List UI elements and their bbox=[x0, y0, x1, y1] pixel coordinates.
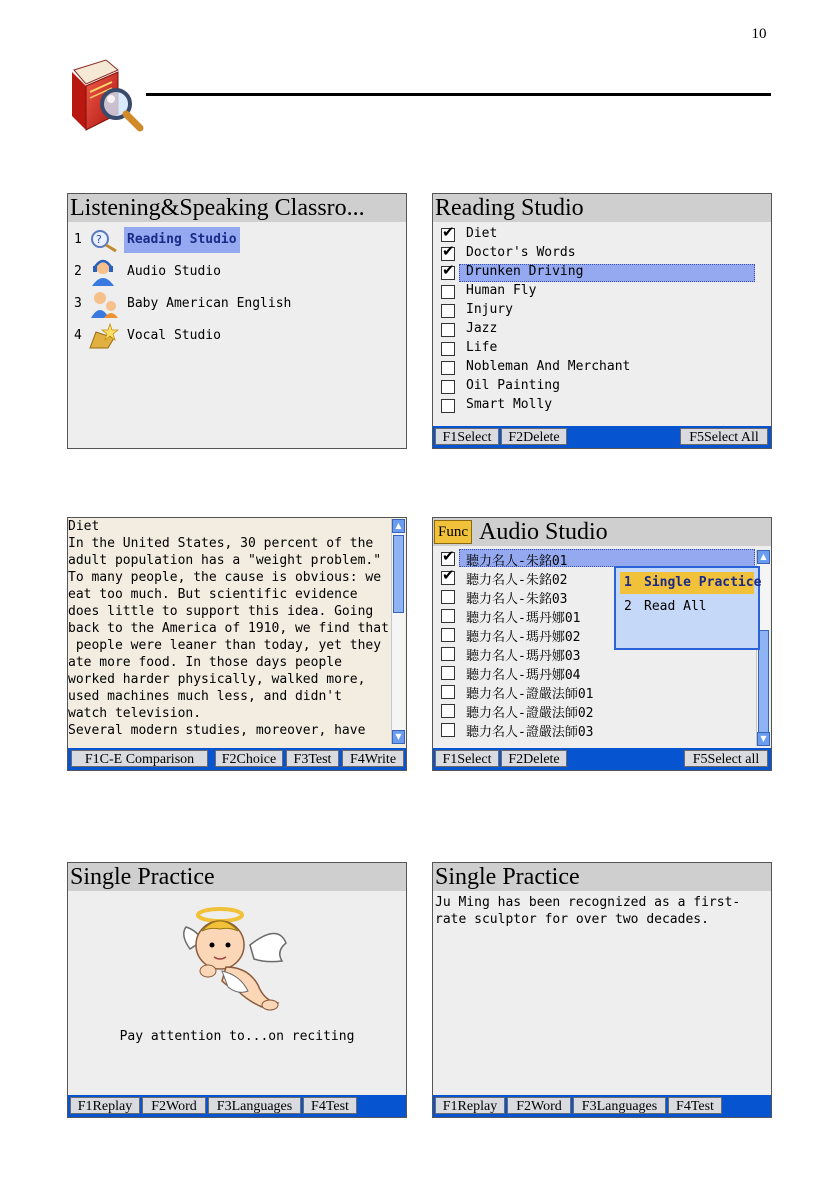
checklist-row[interactable] bbox=[437, 301, 747, 320]
checklist-row[interactable] bbox=[437, 663, 747, 682]
checklist-row[interactable] bbox=[437, 339, 747, 358]
f1-replay-button[interactable]: F1Replay bbox=[70, 1097, 140, 1114]
menu-item-read-all[interactable] bbox=[620, 596, 754, 618]
checkbox[interactable] bbox=[441, 647, 455, 661]
headphone-person-icon bbox=[86, 258, 120, 286]
menu-item-label: Read All bbox=[644, 599, 707, 614]
angel-mascot-icon bbox=[178, 905, 298, 1013]
scrollbar[interactable] bbox=[391, 519, 405, 744]
checkbox[interactable] bbox=[441, 361, 455, 375]
scroll-up-arrow-icon[interactable]: ▲ bbox=[392, 519, 405, 533]
scroll-thumb[interactable] bbox=[393, 535, 404, 613]
article-line: In the United States, 30 percent of the bbox=[68, 536, 374, 551]
checkbox[interactable] bbox=[441, 285, 455, 299]
check-mark-icon: ✔ bbox=[442, 223, 455, 241]
checkbox[interactable] bbox=[441, 666, 455, 680]
screen-title: Listening&Speaking Classro... bbox=[68, 194, 406, 222]
checkbox[interactable] bbox=[441, 342, 455, 356]
function-toolbar bbox=[433, 1095, 771, 1117]
checklist-label: 聽力名人-瑪丹娜03 bbox=[466, 649, 581, 664]
checkbox[interactable] bbox=[441, 399, 455, 413]
f4-write-button[interactable]: F4Write bbox=[342, 750, 404, 767]
checklist-label: 聽力名人-證嚴法師02 bbox=[466, 706, 594, 721]
f2-word-button[interactable]: F2Word bbox=[507, 1097, 571, 1114]
dictionary-magnifier-icon bbox=[66, 56, 146, 134]
checklist-label: Jazz bbox=[466, 321, 498, 336]
screen-title: Single Practice bbox=[68, 863, 406, 891]
checklist-row[interactable] bbox=[437, 263, 747, 282]
f2-word-button[interactable]: F2Word bbox=[142, 1097, 206, 1114]
article-line: Several modern studies, moreover, have bbox=[68, 723, 366, 738]
menu-item-reading-studio[interactable] bbox=[72, 226, 372, 254]
item-number: 4 bbox=[74, 328, 82, 343]
checklist-label: Injury bbox=[466, 302, 513, 317]
f2-choice-button[interactable]: F2Choice bbox=[215, 750, 283, 767]
checklist-label: Nobleman And Merchant bbox=[466, 359, 631, 374]
item-label: Baby American English bbox=[127, 296, 292, 311]
checklist-label: 聽力名人-證嚴法師03 bbox=[466, 725, 594, 740]
menu-item-vocal-studio[interactable] bbox=[72, 322, 372, 350]
sentence-line-2: rate sculptor for over two decades. bbox=[435, 912, 709, 927]
checklist-row[interactable] bbox=[437, 320, 747, 339]
item-label: Reading Studio bbox=[124, 227, 240, 253]
menu-item-number: 1 bbox=[624, 575, 632, 590]
article-line: back to the America of 1910, we find that bbox=[68, 621, 389, 636]
checkbox[interactable] bbox=[441, 704, 455, 718]
screen-title: Single Practice bbox=[433, 863, 771, 891]
checklist-label: Smart Molly bbox=[466, 397, 553, 412]
f3-languages-button[interactable]: F3Languages bbox=[573, 1097, 666, 1114]
scroll-down-arrow-icon[interactable]: ▼ bbox=[392, 730, 405, 744]
magnifier-question-icon bbox=[86, 228, 120, 252]
checkbox-checked[interactable] bbox=[441, 223, 455, 242]
checklist-label: 聽力名人-證嚴法師01 bbox=[466, 687, 594, 702]
article-line: eat too much. But scientific evidence bbox=[68, 587, 358, 602]
audio-studio-screen bbox=[432, 517, 772, 771]
checklist-label: 聽力名人-瑪丹娜01 bbox=[466, 611, 581, 626]
item-number: 1 bbox=[74, 232, 82, 247]
article-line: Diet bbox=[68, 519, 100, 534]
checklist-label: Life bbox=[466, 340, 498, 355]
f1-select-button[interactable]: F1Select bbox=[435, 428, 499, 445]
f1-replay-button[interactable]: F1Replay bbox=[435, 1097, 505, 1114]
checklist-row[interactable] bbox=[437, 244, 747, 263]
single-practice-screen-2 bbox=[432, 862, 772, 1118]
hint-message: Pay attention to...on reciting bbox=[119, 1029, 355, 1044]
checklist-label: 聽力名人-朱銘02 bbox=[466, 573, 568, 588]
star-burst-icon bbox=[86, 322, 120, 350]
svg-text:?: ? bbox=[96, 233, 102, 246]
checklist-label: Diet bbox=[466, 226, 498, 241]
f4-test-button[interactable]: F4Test bbox=[303, 1097, 357, 1114]
menu-item-audio-studio[interactable] bbox=[72, 258, 372, 286]
menu-item-label: Single Practice bbox=[644, 575, 762, 590]
checklist-row[interactable] bbox=[437, 701, 747, 720]
checkbox[interactable] bbox=[441, 628, 455, 642]
f2-delete-button[interactable]: F2Delete bbox=[501, 428, 567, 445]
article-line: people were leaner than today, yet they bbox=[68, 638, 382, 653]
screen-title-bar bbox=[433, 518, 771, 546]
f2-delete-button[interactable]: F2Delete bbox=[501, 750, 567, 767]
item-number: 3 bbox=[74, 296, 82, 311]
header-rule bbox=[146, 93, 771, 96]
single-practice-screen-1 bbox=[67, 862, 407, 1118]
checklist-label: 聽力名人-瑪丹娜02 bbox=[466, 630, 581, 645]
checkbox-checked[interactable] bbox=[441, 566, 455, 585]
checkbox[interactable] bbox=[441, 609, 455, 623]
menu-item-baby-american-english[interactable] bbox=[72, 290, 372, 318]
article-line: ate more food. In those days people bbox=[68, 655, 342, 670]
scroll-up-arrow-icon[interactable]: ▲ bbox=[757, 550, 770, 564]
sentence-line-1: Ju Ming has been recognized as a first- bbox=[435, 895, 741, 910]
checklist-row[interactable] bbox=[437, 396, 747, 415]
item-label: Vocal Studio bbox=[127, 328, 221, 343]
article-line: watch television. bbox=[68, 706, 202, 721]
check-mark-icon: ✔ bbox=[442, 547, 455, 565]
f1-ce-comparison-button[interactable]: F1C-E Comparison bbox=[71, 750, 208, 767]
f5-select-all-button[interactable]: F5Select All bbox=[680, 428, 768, 445]
function-toolbar bbox=[433, 748, 771, 770]
checklist-row[interactable] bbox=[437, 282, 747, 301]
check-mark-icon: ✔ bbox=[442, 242, 455, 260]
f1-select-button[interactable]: F1Select bbox=[435, 750, 499, 767]
article-line: worked harder physically, walked more, bbox=[68, 672, 366, 687]
checklist-row[interactable] bbox=[437, 377, 747, 396]
f4-test-button[interactable]: F4Test bbox=[668, 1097, 722, 1114]
f3-test-button[interactable]: F3Test bbox=[286, 750, 339, 767]
checkbox[interactable] bbox=[441, 590, 455, 604]
scroll-down-arrow-icon[interactable]: ▼ bbox=[757, 732, 770, 746]
checkbox[interactable] bbox=[441, 304, 455, 318]
article-line: adult population has a "weight problem." bbox=[68, 553, 382, 568]
function-toolbar bbox=[68, 1095, 406, 1117]
checkbox[interactable] bbox=[441, 723, 455, 737]
checklist-row[interactable] bbox=[437, 682, 747, 701]
func-popup-menu bbox=[614, 566, 760, 650]
checklist-label: 聽力名人-瑪丹娜04 bbox=[466, 668, 581, 683]
article-line: used machines much less, and didn't bbox=[68, 689, 342, 704]
function-toolbar bbox=[433, 426, 771, 448]
article-screen bbox=[67, 517, 407, 771]
checkbox-checked[interactable] bbox=[441, 242, 455, 261]
checklist-label: Drunken Driving bbox=[466, 264, 584, 279]
checklist-row[interactable] bbox=[437, 225, 747, 244]
item-label: Audio Studio bbox=[127, 264, 221, 279]
checklist-row[interactable] bbox=[437, 720, 747, 739]
checklist-label: Oil Painting bbox=[466, 378, 560, 393]
classroom-screen bbox=[67, 193, 407, 449]
checkbox[interactable] bbox=[441, 685, 455, 699]
checklist-label: Human Fly bbox=[466, 283, 537, 298]
checkbox-checked[interactable] bbox=[441, 547, 455, 566]
check-mark-icon: ✔ bbox=[442, 566, 455, 584]
checkbox-checked[interactable] bbox=[441, 261, 455, 280]
function-toolbar bbox=[68, 748, 406, 770]
checklist-row[interactable] bbox=[437, 358, 747, 377]
page-number: 10 bbox=[751, 26, 767, 42]
article-line: does little to support this idea. Going bbox=[68, 604, 374, 619]
menu-item-number: 2 bbox=[624, 599, 632, 614]
checkbox[interactable] bbox=[441, 323, 455, 337]
reading-studio-screen bbox=[432, 193, 772, 449]
check-mark-icon: ✔ bbox=[442, 261, 455, 279]
article-line: To many people, the cause is obvious: we bbox=[68, 570, 382, 585]
checklist-label: Doctor's Words bbox=[466, 245, 576, 260]
baby-icon bbox=[86, 290, 120, 318]
checklist-label: 聽力名人-朱銘01 bbox=[466, 554, 568, 569]
checkbox[interactable] bbox=[441, 380, 455, 394]
menu-item-single-practice[interactable] bbox=[620, 572, 762, 594]
checklist-label: 聽力名人-朱銘03 bbox=[466, 592, 568, 607]
f5-select-all-button[interactable]: F5Select all bbox=[684, 750, 768, 767]
screen-title: Reading Studio bbox=[433, 194, 771, 222]
func-button[interactable]: Func bbox=[434, 520, 472, 544]
f3-languages-button[interactable]: F3Languages bbox=[208, 1097, 301, 1114]
screen-title: Audio Studio bbox=[479, 519, 608, 545]
item-number: 2 bbox=[74, 264, 82, 279]
